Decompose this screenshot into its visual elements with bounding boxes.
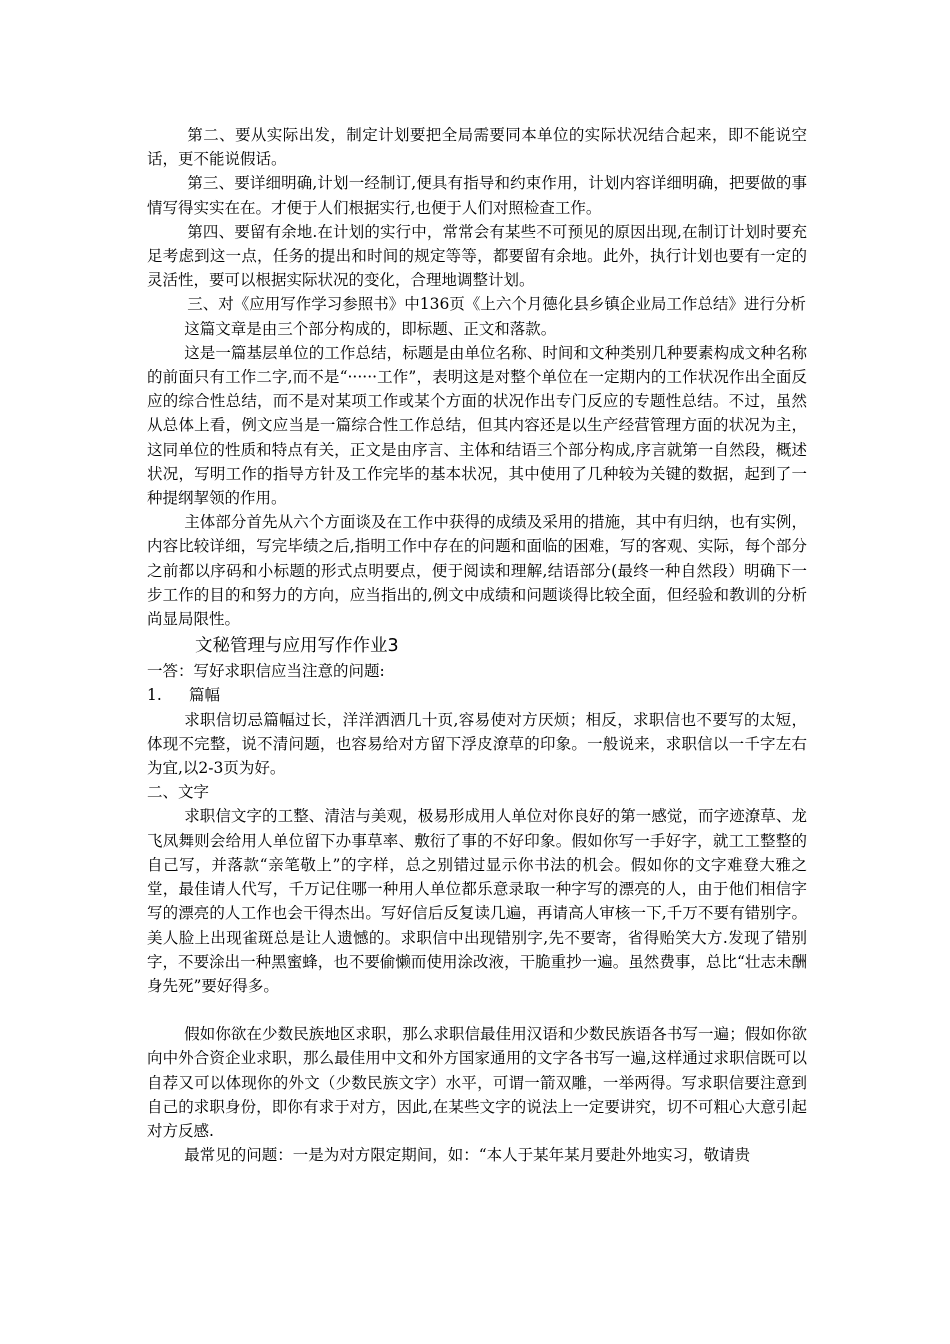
list-item-writing: 二、文字 xyxy=(147,783,210,802)
paragraph-structure: 这篇文章是由三个部分构成的，即标题、正文和落款。 xyxy=(184,319,557,338)
answer-intro: 一答：写好求职信应当注意的问题: xyxy=(147,662,385,681)
list-number: 1. xyxy=(147,686,162,705)
paragraph-main-body-analysis: 主体部分首先从六个方面谈及在工作中获得的成绩及采用的措施，其中有归纳，也有实例，内容比较详细，写完毕绩之后,指明工作中存在的问题和面临的困难，写的客观、实际，每个部分之前都以序码和小标题的形式点明要点，便于阅读和理解,结语部分(最终一种自然段）明确下一步工作的目的和努力的方向，应当指出的,例文中成绩和问题谈得比较全面，但经验和教训的分析尚显局限性。 xyxy=(147,513,807,629)
paragraph-length: 求职信切忌篇幅过长，洋洋洒洒几十页,容易使对方厌烦；相反，求职信也不要写的太短，体现不完整，说不清问题，也容易给对方留下浮皮潦草的印象。一般说来，求职信以一千字左右为宜,以2-3页为好。 xyxy=(147,710,807,778)
blank-line xyxy=(147,998,807,1022)
paragraph-analysis-title: 三、对《应用写作学习参照书》中136页《上六个月德化县乡镇企业局工作总结》进行分析 xyxy=(187,295,806,314)
paragraph-common-problems: 最常见的问题：一是为对方限定期间，如：“本人于某年某月要赴外地实习，敬请贵 xyxy=(184,1146,751,1165)
paragraph-point-four: 第四、要留有余地.在计划的实行中，常常会有某些不可预见的原因出现,在制订计划时要充足考虑到这一点，任务的提出和时间的规定等等，都要留有余地。此外，执行计划也要有一定的灵活性，要可以根据实际状况的变化，合理地调整计划。 xyxy=(147,222,807,290)
paragraph-language: 假如你欲在少数民族地区求职，那么求职信最佳用汉语和少数民族语各书写一遍；假如你欲向中外合资企业求职，那么最佳用中文和外方国家通用的文字各书写一遍,这样通过求职信既可以自荐又可以体现你的外文（少数民族文字）水平，可谓一箭双雕，一举两得。写求职信要注意到自己的求职身份，即你有求于对方，因此,在某些文字的说法上一定要讲究，切不可粗心大意引起对方反感. xyxy=(147,1025,807,1140)
paragraph-writing: 求职信文字的工整、清洁与美观，极易形成用人单位对你良好的第一感觉，而字迹潦草、龙飞凤舞则会给用人单位留下办事草率、敷衍了事的不好印象。假如你写一手好字，就工工整整的自己写，并落款“亲笔敬上”的字样，总之别错过显示你书法的机会。假如你的文字难登大雅之堂，最佳请人代写，千万记住哪一种用人单位都乐意录取一种字写的漂亮的人，由于他们相信字写的漂亮的人工作也会干得杰出。写好信后反复读几遍，再请高人审核一下,千万不要有错别字。美人脸上出现雀斑总是让人遗憾的。求职信中出现错别字,先不要寄，省得贻笑大方.发现了错别字，不要涂出一种黑蜜蜂，也不要偷懒而使用涂改液，干脆重抄一遍。虽然费事，总比“壮志未酬身先死”要好得多。 xyxy=(147,807,807,995)
section-heading: 文秘管理与应用写作作业3 xyxy=(195,636,399,657)
list-item-label: 篇幅 xyxy=(189,686,221,705)
paragraph-summary-analysis: 这是一篇基层单位的工作总结，标题是由单位名称、时间和文种类别几种要素构成文种名称的前面只有工作二字,而不是“······工作”，表明这是对整个单位在一定期内的工作状况作出全面反应的综合性总结，而不是对某项工作或某个方面的状况作出专门反应的专题性总结。不过，虽然从总体上看，例文应当是一篇综合性工作总结，但其内容还是以生产经营管理方面的状况为主，这同单位的性质和特点有关，正文是由序言、主体和结语三个部分构成,序言就第一自然段，概述状况，写明工作的指导方针及工作完毕的基本状况，其中使用了几种较为关键的数据，起到了一种提纲挈领的作用。 xyxy=(147,343,807,508)
paragraph-point-two: 第二、要从实际出发，制定计划要把全局需要同本单位的实际状况结合起来，即不能说空话，更不能说假话。 xyxy=(147,126,807,169)
paragraph-point-three: 第三、要详细明确,计划一经制订,便具有指导和约束作用，计划内容详细明确，把要做的事情写得实实在在。才便于人们根据实行,也便于人们对照检查工作。 xyxy=(147,174,807,217)
document-page xyxy=(147,123,807,1167)
list-item-length xyxy=(147,683,807,707)
